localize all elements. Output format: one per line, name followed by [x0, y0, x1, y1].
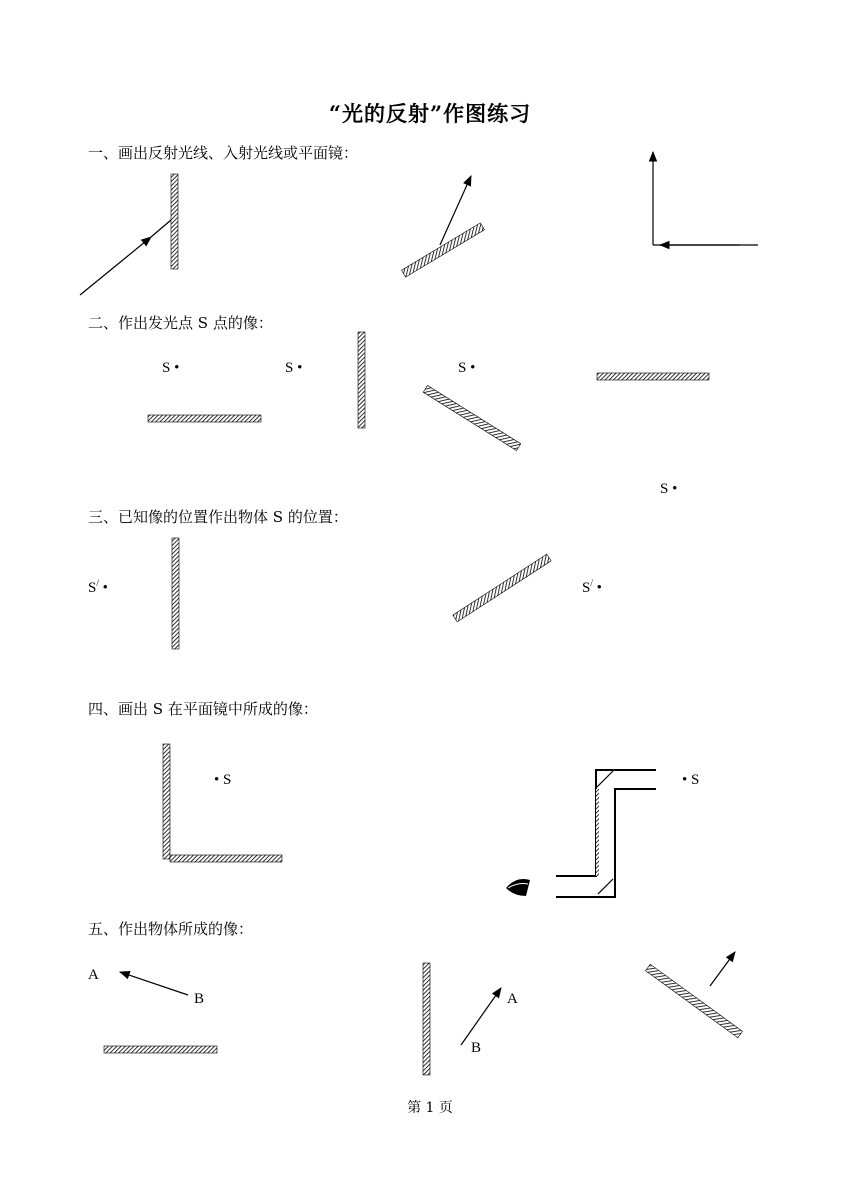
s-point-label-5: • S: [214, 772, 232, 788]
periscope-inner-wall: [556, 789, 656, 897]
section-2-heading: 二、作出发光点 S 点的像：: [88, 314, 273, 332]
periscope-outer-wall: [556, 770, 656, 876]
object-arrow-ab: [120, 972, 188, 995]
periscope-wall-hatch: [596, 789, 599, 876]
s-point-label-3: S •: [458, 360, 476, 376]
exercise-5-diagram-3: [646, 952, 743, 1038]
plane-mirror: [358, 332, 365, 428]
periscope-upper-mirror: [597, 771, 613, 787]
section-5-heading: 五、作出物体所成的像：: [88, 920, 254, 938]
section-1-heading: 一、画出反射光线、入射光线或平面镜：: [88, 144, 359, 162]
plane-mirror: [423, 963, 430, 1075]
incident-ray-end: [151, 220, 171, 237]
page-title: “光的反射”作图练习: [328, 101, 532, 126]
plane-mirror: [402, 223, 485, 277]
object-b-label-2: B: [471, 1040, 482, 1056]
section-4-heading: 四、画出 S 在平面镜中所成的像：: [88, 700, 318, 718]
s-point-label-1: S •: [162, 360, 180, 376]
exercise-3-diagrams: [172, 538, 551, 649]
exercise-1-diagram-3: [653, 152, 758, 245]
plane-mirror: [148, 415, 261, 422]
section-3-heading: 三、已知像的位置作出物体 S 的位置：: [88, 508, 348, 526]
plane-mirror-vertical: [163, 744, 170, 859]
periscope-lower-mirror: [598, 879, 613, 894]
object-b-label-1: B: [194, 991, 205, 1007]
object-arrow-ba: [461, 988, 501, 1045]
plane-mirror-horizontal: [170, 855, 282, 862]
object-arrow: [710, 952, 735, 986]
exercise-2-diagrams: [148, 332, 709, 451]
exercise-1-diagram-1: [80, 174, 178, 295]
s-point-label-4: S •: [660, 481, 678, 497]
plane-mirror: [453, 554, 551, 622]
exercise-4-diagram-1: [163, 744, 282, 862]
object-a-label-2: A: [507, 991, 518, 1007]
s-point-label-2: S •: [285, 360, 303, 376]
s-image-label-2: S/ •: [582, 578, 602, 596]
plane-mirror: [646, 964, 743, 1037]
exercise-1-diagram-2: [402, 176, 485, 277]
exercise-4-periscope: [506, 770, 656, 897]
plane-mirror: [104, 1046, 217, 1053]
plane-mirror: [423, 385, 521, 450]
exercise-5-diagram-2: [423, 963, 501, 1075]
plane-mirror: [597, 373, 709, 380]
incident-ray: [80, 237, 151, 295]
page-footer: 第 1 页: [407, 1100, 453, 1116]
object-a-label-1: A: [88, 967, 99, 983]
plane-mirror: [172, 538, 179, 649]
plane-mirror: [171, 174, 178, 269]
s-image-label-1: S/ •: [88, 578, 108, 596]
s-point-label-6: • S: [682, 772, 700, 788]
exercise-5-diagram-1: [104, 972, 217, 1053]
